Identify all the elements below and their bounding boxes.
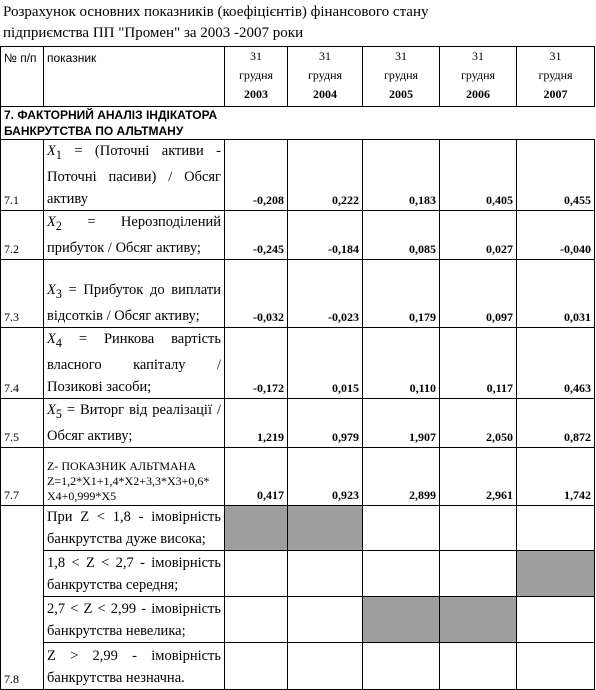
header-row [1, 47, 595, 107]
value-2005: 0,085 [363, 210, 440, 259]
value-2006: 0,405 [440, 140, 517, 211]
interpretation-text: Z > 2,99 - імовірність банкрутства незначна. [44, 642, 225, 689]
interpretation-cell [363, 550, 440, 596]
row-description: $X_5$ = Виторг від реалізації / Обсяг активу; [44, 398, 225, 447]
value-2003: 1,219 [225, 398, 288, 447]
z-value-2005: 2,899 [363, 447, 440, 505]
row-number: 7.7 [1, 447, 44, 505]
value-2004: -0,184 [288, 210, 363, 259]
value-2003: -0,208 [225, 140, 288, 211]
interpretation-number: 7.8 [1, 505, 44, 689]
interpretation-row [1, 550, 595, 596]
value-2004: -0,023 [288, 259, 363, 327]
interpretation-cell [288, 550, 363, 596]
table-row [1, 140, 595, 211]
row-number: 7.3 [1, 259, 44, 327]
z-value-2003: 0,417 [225, 447, 288, 505]
value-2006: 0,027 [440, 210, 517, 259]
header-year-2003: 31 грудня 2003 [225, 47, 288, 107]
section-title: 7. ФАКТОРНИЙ АНАЛІЗ ІНДІКАТОРА БАНКРУТСТВА ПО АЛЬТМАНУ [1, 107, 288, 140]
interpretation-cell-shaded [440, 596, 517, 642]
value-2007: 0,031 [517, 259, 595, 327]
interpretation-row [1, 642, 595, 689]
header-year-2004: 31 грудня 2004 [288, 47, 363, 107]
z-score-description: Z- ПОКАЗНИК АЛЬТМАНА Z=1,2*X1+1,4*X2+3,3*X3+0,6* X4+0,999*X5 [44, 447, 225, 505]
value-2007: 0,872 [517, 398, 595, 447]
title-line-2: підприємства ПП "Промен" за 2003 -2007 роки [3, 25, 304, 41]
interpretation-row [1, 505, 595, 550]
value-2005: 0,183 [363, 140, 440, 211]
z-value-2006: 2,961 [440, 447, 517, 505]
row-description: $X_1$ = (Поточні активи - Поточні пасиви) / Обсяг активу [44, 140, 225, 211]
title-line-1: Розрахунок основних показників (коефіцієнтів) фінансового стану [3, 4, 429, 20]
value-2004: 0,979 [288, 398, 363, 447]
value-2007: 0,463 [517, 327, 595, 398]
value-2003: -0,245 [225, 210, 288, 259]
value-2003: -0,032 [225, 259, 288, 327]
interpretation-cell [440, 505, 517, 550]
report-title [3, 2, 593, 44]
row-description: $X_2$ = Нерозподілений прибуток / Обсяг активу; [44, 210, 225, 259]
header-year-2006: 31 грудня 2006 [440, 47, 517, 107]
value-2006: 0,117 [440, 327, 517, 398]
interpretation-cell [517, 642, 595, 689]
interpretation-cell [517, 596, 595, 642]
interpretation-cell [288, 642, 363, 689]
interpretation-row [1, 596, 595, 642]
section-spacer [288, 107, 595, 140]
row-number: 7.1 [1, 140, 44, 211]
value-2006: 2,050 [440, 398, 517, 447]
header-year-2005: 31 грудня 2005 [363, 47, 440, 107]
header-year-2007: 31 грудня 2007 [517, 47, 595, 107]
value-2004: 0,015 [288, 327, 363, 398]
z-value-2004: 0,923 [288, 447, 363, 505]
interpretation-cell [288, 596, 363, 642]
value-2005: 0,110 [363, 327, 440, 398]
interpretation-cell [363, 642, 440, 689]
table-row [1, 327, 595, 398]
value-2006: 0,097 [440, 259, 517, 327]
altman-table [0, 46, 595, 690]
z-score-row [1, 447, 595, 505]
value-2007: 0,455 [517, 140, 595, 211]
interpretation-cell [440, 550, 517, 596]
header-no: № п/п [1, 47, 44, 107]
table-row [1, 259, 595, 327]
interpretation-cell [440, 642, 517, 689]
value-2003: -0,172 [225, 327, 288, 398]
table-row [1, 210, 595, 259]
interpretation-cell-shaded [225, 505, 288, 550]
interpretation-cell-shaded [363, 596, 440, 642]
row-number: 7.5 [1, 398, 44, 447]
value-2005: 0,179 [363, 259, 440, 327]
interpretation-text: 2,7 < Z < 2,99 - імовірність банкрутства невелика; [44, 596, 225, 642]
row-description: $X_4$ = Ринкова вартість власного капіталу / Позикові засоби; [44, 327, 225, 398]
row-number: 7.2 [1, 210, 44, 259]
header-indicator: показник [44, 47, 225, 107]
interpretation-cell [517, 505, 595, 550]
interpretation-cell [225, 642, 288, 689]
interpretation-cell-shaded [288, 505, 363, 550]
value-2004: 0,222 [288, 140, 363, 211]
interpretation-text: 1,8 < Z < 2,7 - імовірність банкрутства середня; [44, 550, 225, 596]
value-2005: 1,907 [363, 398, 440, 447]
z-value-2007: 1,742 [517, 447, 595, 505]
value-2007: -0,040 [517, 210, 595, 259]
row-number: 7.4 [1, 327, 44, 398]
interpretation-cell-shaded [517, 550, 595, 596]
interpretation-cell [225, 550, 288, 596]
row-description: $X_3$ = Прибуток до виплати відсотків / Обсяг активу; [44, 259, 225, 327]
interpretation-cell [225, 596, 288, 642]
table-row [1, 398, 595, 447]
section-row [1, 107, 595, 140]
interpretation-text: При Z < 1,8 - імовірність банкрутства дуже висока; [44, 505, 225, 550]
interpretation-cell [363, 505, 440, 550]
